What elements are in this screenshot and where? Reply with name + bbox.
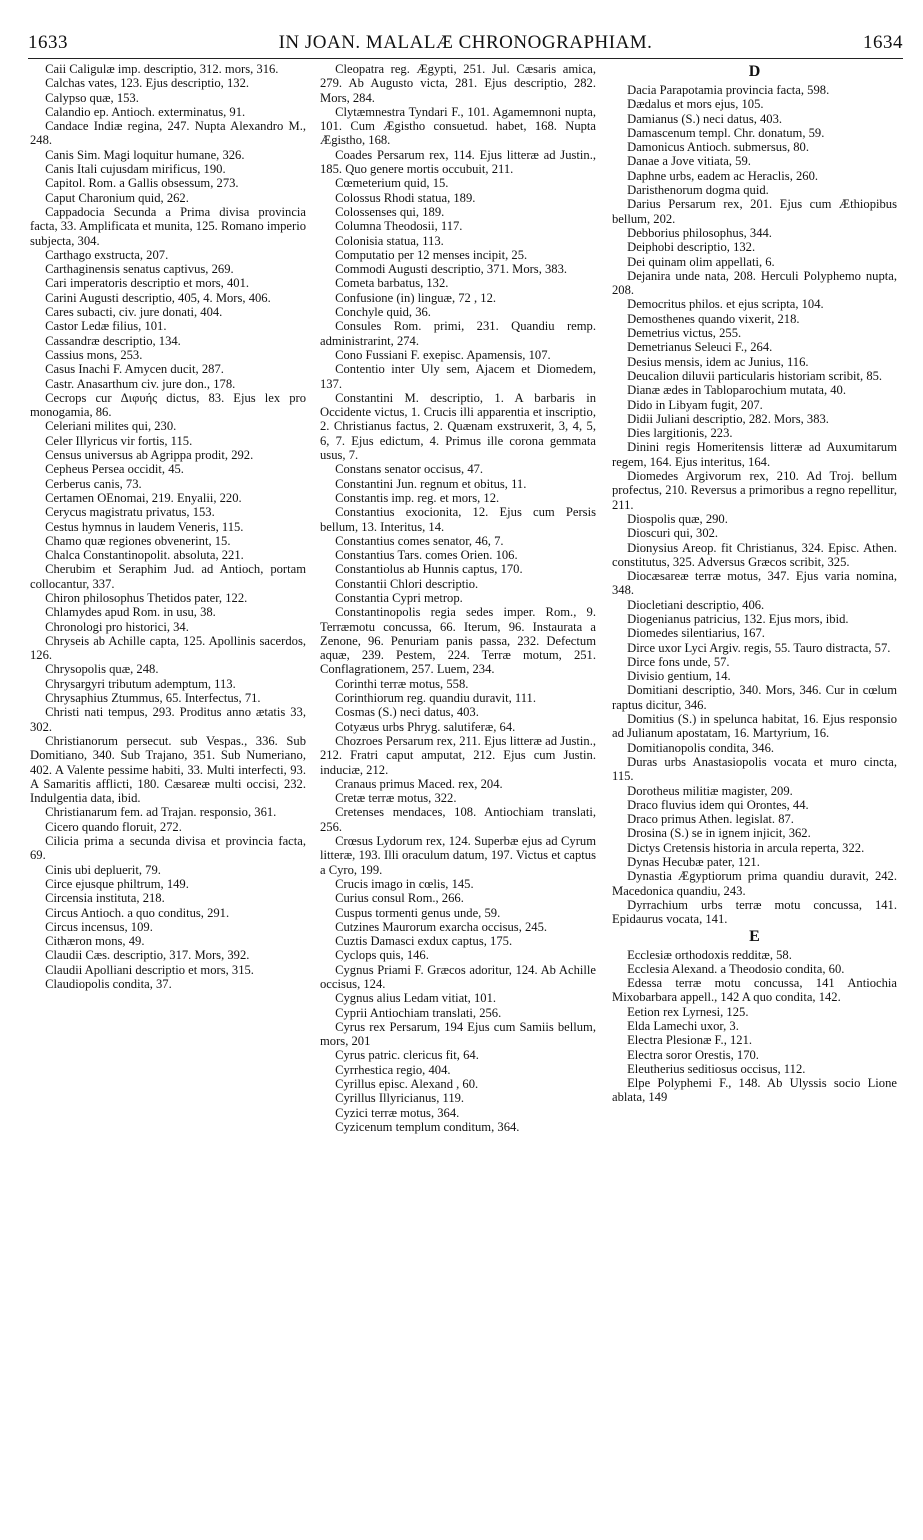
index-entry: Cosmas (S.) neci datus, 403.: [335, 705, 479, 720]
index-entry: Diocæsareæ terræ motus, 347. Ejus varia nomina, 348.: [612, 569, 897, 598]
index-entry: Cyrus rex Persarum, 194 Ejus cum Samiis bellum, mors, 201: [320, 1019, 596, 1049]
index-entry: Candace Indiæ regina, 247. Nupta Alexandro M., 248.: [30, 119, 306, 148]
index-entry: Chalca Constantinopolit. absoluta, 221.: [45, 548, 244, 563]
index-entry: Duras urbs Anastasiopolis vocata et muro cincta, 115.: [612, 754, 897, 784]
index-entry: Deucalion diluvii particularis historiam scribit, 85.: [627, 368, 883, 383]
index-entry: Demetrianus Seleuci F., 264.: [627, 340, 773, 355]
index-entry: Cappadocia Secunda a Prima divisa provincia facta, 33. Amplificata et munita, 125. Romano imperio subjecta, 304.: [30, 204, 306, 248]
index-entry: Carthaginensis senatus captivus, 269.: [45, 262, 234, 277]
index-entry: Colonisia statua, 113.: [335, 233, 444, 248]
index-entry: Chryseis ab Achille capta, 125. Apollinis sacerdos, 126.: [30, 633, 306, 663]
page-number-left: 1633: [28, 32, 68, 53]
index-entry: Debborius philosophus, 344.: [627, 225, 772, 240]
index-entry: Cerycus magistratu privatus, 153.: [45, 505, 215, 520]
index-entry: Damonicus Antioch. submersus, 80.: [627, 140, 810, 155]
index-entry: Census universus ab Agrippa prodit, 292.: [45, 448, 254, 463]
index-entry: Ecclesia Alexand. a Theodosio condita, 60.: [627, 961, 845, 976]
index-entry: Diospolis quæ, 290.: [627, 511, 728, 526]
index-entry: Corinthiorum reg. quandiu duravit, 111.: [335, 691, 536, 706]
index-entry: Diocletiani descriptio, 406.: [627, 597, 765, 612]
running-title: IN JOAN. MALALÆ CHRONOGRAPHIAM.: [278, 32, 653, 53]
index-entry: Circus incensus, 109.: [45, 919, 153, 934]
index-entry: Clytæmnestra Tyndari F., 101. Agamemnoni nupta, 101. Cum Ægistho consuetud. habet, 168. Nupta Ægistho, 168.: [320, 104, 596, 148]
index-entry: Cherubim et Seraphim Jud. ad Antioch, portam collocantur, 337.: [30, 562, 306, 591]
index-entry: Computatio per 12 menses incipit, 25.: [335, 247, 528, 262]
index-entry: Calandio ep. Antioch. exterminatus, 91.: [45, 104, 246, 119]
index-entry: Draco fluvius idem qui Orontes, 44.: [627, 797, 809, 812]
index-entry: Dido in Libyam fugit, 207.: [627, 397, 763, 412]
index-entry: Constantinopolis regia sedes imper. Rom., 9. Terræmotu concussa, 66. Iterum, 96. Instaurata a Zenone, 96. Penuriam panis passa, 232. Defectum aquæ, 239. Pestem, 224. Terræ motum, 251. Conflagrationem, 257. Luem, 234.: [320, 605, 596, 677]
index-entry: Cepheus Persea occidit, 45.: [45, 462, 184, 477]
index-entry: Diomedes Argivorum rex, 210. Ad Troj. bellum profectus, 210. Reversus a primoribus a regno repellitur, 211.: [612, 469, 897, 512]
index-entry: Canis Itali cujusdam mirificus, 190.: [45, 162, 226, 177]
index-entry: Cyrillus episc. Alexand , 60.: [335, 1077, 479, 1092]
section-letter: E: [749, 927, 760, 945]
index-entry: Commodi Augusti descriptio, 371. Mors, 383.: [335, 262, 568, 277]
index-column-1: [30, 62, 306, 991]
index-entry: Cono Fussiani F. exepisc. Apamensis, 107.: [335, 347, 551, 362]
index-entry: Crœsus Lydorum rex, 124. Superbæ ejus ad Cyrum litteræ, 193. Illi oraculum datum, 197. Victus et captus a Cyro, 199.: [320, 834, 596, 877]
index-entry: Circus Antioch. a quo conditus, 291.: [45, 905, 230, 920]
index-entry: Contentio inter Uly sem, Ajacem et Diomedem, 137.: [320, 362, 596, 391]
index-entry: Damascenum templ. Chr. donatum, 59.: [627, 125, 825, 140]
index-entry: Carini Augusti descriptio, 405, 4. Mors, 406.: [45, 290, 271, 305]
index-entry: Electra Plesionæ F., 121.: [627, 1033, 753, 1048]
index-entry: Cares subacti, civ. jure donati, 404.: [45, 305, 223, 320]
index-entry: Dynastia Ægyptiorum prima quandiu duravit, 242. Macedonica quandiu, 243.: [612, 869, 897, 898]
index-entry: Chiron philosophus Thetidos pater, 122.: [45, 590, 248, 605]
index-entry: Castr. Anasarthum civ. jure don., 178.: [45, 376, 236, 391]
index-entry: Cassandræ descriptio, 134.: [45, 333, 181, 348]
index-entry: Daristhenorum dogma quid.: [627, 183, 769, 198]
index-entry: Cicero quando floruit, 272.: [45, 819, 182, 834]
index-entry: Deiphobi descriptio, 132.: [627, 240, 756, 255]
index-entry: Caii Caligulæ imp. descriptio, 312. mors, 316.: [45, 62, 279, 76]
index-entry: Constantia Cypri metrop.: [335, 590, 463, 605]
index-entry: Constantius comes senator, 46, 7.: [335, 533, 504, 548]
index-entry: Dictys Cretensis historia in arcula reperta, 322.: [627, 840, 865, 855]
index-column-3: [612, 62, 897, 1105]
index-entry: Calypso quæ, 153.: [45, 90, 139, 105]
index-entry: Crucis imago in cœlis, 145.: [335, 876, 474, 891]
index-entry: Cassius mons, 253.: [45, 347, 143, 362]
index-entry: Electra soror Orestis, 170.: [627, 1047, 759, 1062]
index-entry: Constantini Jun. regnum et obitus, 11.: [335, 476, 527, 491]
index-entry: Domitiani descriptio, 340. Mors, 346. Cur in cœlum raptus dicitur, 346.: [612, 683, 897, 712]
index-entry: Democritus philos. et ejus scripta, 104.: [627, 297, 824, 312]
index-entry: Celer Illyricus vir fortis, 115.: [45, 433, 193, 448]
index-entry: Cometa barbatus, 132.: [335, 276, 449, 291]
index-entry: Constantius exocionita, 12. Ejus cum Persis bellum, 13. Interitus, 14.: [320, 505, 596, 534]
index-entry: Cari imperatoris descriptio et mors, 401.: [45, 276, 250, 291]
index-entry: Cranaus primus Maced. rex, 204.: [335, 776, 503, 791]
index-entry: Chrysopolis quæ, 248.: [45, 662, 159, 677]
index-entry: Cinis ubi depluerit, 79.: [45, 862, 161, 877]
index-entry: Cyrrhestica regio, 404.: [335, 1062, 451, 1077]
index-entry: Constantini M. descriptio, 1. A barbaris in Occidente victus, 1. Crucis illi apparentia et inscriptio, 2. Christianus factus, 2. Quænam exstruxerit, 3, 4, 5, 6, 7. Ejus edictum, 4. Primus ille corona gemmata usus, 7.: [320, 390, 596, 463]
index-entry: Christi nati tempus, 293. Proditus anno ætatis 33, 302.: [30, 705, 306, 734]
index-entry: Cithæron mons, 49.: [45, 934, 145, 949]
index-column-2: [320, 62, 596, 1134]
index-entry: Dyrrachium urbs terræ motu concussa, 141. Epidaurus vocata, 141.: [612, 897, 897, 927]
index-entry: Dianæ ædes in Tabloparochium mutata, 40.: [627, 383, 846, 398]
index-entry: Dorotheus militiæ magister, 209.: [627, 783, 793, 798]
index-entry: Cutzines Maurorum exarcha occisus, 245.: [335, 919, 548, 934]
index-entry: Danae a Jove vitiata, 59.: [627, 154, 751, 169]
index-entry: Corinthi terræ motus, 558.: [335, 676, 469, 691]
index-entry: Demetrius victus, 255.: [627, 326, 742, 341]
index-entry: Darius Persarum rex, 201. Ejus cum Æthiopibus bellum, 202.: [612, 197, 897, 226]
index-entry: Dioscuri qui, 302.: [627, 526, 719, 541]
index-entry: Claudii Cæs. descriptio, 317. Mors, 392.: [45, 948, 250, 963]
index-entry: Edessa terræ motu concussa, 141 Antiochia Mixobarbara appell., 142 A quo condita, 142.: [612, 976, 897, 1005]
index-entry: Constans senator occisus, 47.: [335, 462, 484, 477]
index-entry: Eetion rex Lyrnesi, 125.: [627, 1004, 749, 1019]
index-entry: Demosthenes quando vixerit, 218.: [627, 311, 800, 326]
index-entry: Cyrus patric. clericus fit, 64.: [335, 1048, 479, 1063]
page-number-right: 1634: [863, 32, 903, 53]
index-entry: Chlamydes apud Rom. in usu, 38.: [45, 605, 216, 620]
index-entry: Conchyle quid, 36.: [335, 305, 431, 320]
index-entry: Elda Lamechi uxor, 3.: [627, 1019, 739, 1033]
index-entry: Dies largitionis, 223.: [627, 426, 733, 441]
index-entry: Dinini regis Homeritensis litteræ ad Auxumitarum regem, 164. Ejus interitus, 164.: [612, 440, 897, 469]
index-entry: Coades Persarum rex, 114. Ejus litteræ ad Justin., 185. Quo genere mortis occubuit, 211.: [320, 147, 596, 177]
index-entry: Dirce fons unde, 57.: [627, 654, 730, 669]
index-entry: Diomedes silentiarius, 167.: [627, 626, 765, 641]
index-entry: Elpe Polyphemi F., 148. Ab Ulyssis socio Lione ablata, 149: [612, 1076, 897, 1105]
index-entry: Cestus hymnus in laudem Veneris, 115.: [45, 519, 244, 534]
index-entry: Circensia instituta, 218.: [45, 891, 165, 906]
index-entry: Cyprii Antiochiam translati, 256.: [335, 1005, 502, 1020]
index-entry: Constantii Chlori descriptio.: [335, 576, 479, 591]
index-entry: Castor Ledæ filius, 101.: [45, 319, 167, 334]
index-entry: Claudiopolis condita, 37.: [45, 977, 172, 991]
index-entry: Canis Sim. Magi loquitur humane, 326.: [45, 147, 245, 162]
index-entry: Dei quinam olim appellati, 6.: [627, 254, 775, 269]
index-entry: Circe ejusque philtrum, 149.: [45, 876, 189, 891]
index-entry: Ecclesiæ orthodoxis redditæ, 58.: [627, 947, 792, 962]
index-entry: Dynas Hecubæ pater, 121.: [627, 855, 760, 870]
index-entry: Consules Rom. primi, 231. Quandiu remp. administrarint, 274.: [320, 319, 596, 348]
index-entry: Eleutherius seditiosus occisus, 112.: [627, 1061, 806, 1076]
index-entry: Constantis imp. reg. et mors, 12.: [335, 490, 500, 505]
index-entry: Constantius Tars. comes Orien. 106.: [335, 548, 518, 563]
index-entry: Cilicia prima a secunda divisa et provincia facta, 69.: [30, 834, 306, 863]
index-entry: Colossenses qui, 189.: [335, 204, 445, 219]
index-entry: Christianarum fem. ad Trajan. responsio, 361.: [45, 805, 277, 820]
index-entry: Dacia Parapotamia provincia facta, 598.: [627, 83, 830, 97]
index-entry: Chronologi pro historici, 34.: [45, 619, 189, 634]
index-entry: Columna Theodosii, 117.: [335, 219, 463, 234]
index-entry: Damianus (S.) neci datus, 403.: [627, 111, 783, 126]
index-entry: Cuztis Damasci exdux captus, 175.: [335, 934, 513, 949]
index-entry: Colossus Rhodi statua, 189.: [335, 190, 476, 205]
index-entry: Capitol. Rom. a Gallis obsessum, 273.: [45, 176, 239, 191]
index-entry: Chrysaphius Ztummus, 65. Interfectus, 71.: [45, 691, 261, 706]
index-entry: Chamo quæ regiones obvenerint, 15.: [45, 533, 231, 548]
index-entry: Cyzicenum templum conditum, 364.: [335, 1119, 520, 1134]
index-entry: Cygnus Priami F. Græcos adoritur, 124. Ab Achille occisus, 124.: [320, 962, 596, 991]
index-entry: Caput Charonium quid, 262.: [45, 190, 189, 205]
index-entry: Christianorum persecut. sub Vespas., 336. Sub Domitiano, 340. Sub Trajano, 351. Sub Numeriano, 402. A Valente pessime habiti, 33. Multi interfecti, 93. A Samaritis afflicti, 180. Cæsareæ multi occisi, 232. Indulgentia data, ibid.: [30, 733, 306, 806]
index-entry: Confusione (in) linguæ, 72 , 12.: [335, 290, 497, 305]
index-entry: Cretæ terræ motus, 322.: [335, 791, 457, 806]
index-entry: Drosina (S.) se in ignem injicit, 362.: [627, 826, 811, 841]
index-entry: Cecrops cur Διφυής dictus, 83. Ejus lex pro monogamia, 86.: [30, 390, 306, 420]
index-entry: Cretenses mendaces, 108. Antiochiam translati, 256.: [320, 805, 596, 834]
index-entry: Chrysargyri tributum ademptum, 113.: [45, 676, 236, 691]
index-entry: Dejanira unde nata, 208. Herculi Polyphemo nupta, 208.: [612, 268, 897, 298]
index-entry: Domitianopolis condita, 346.: [627, 740, 775, 755]
index-entry: Dionysius Areop. fit Christianus, 324. Episc. Athen. constitutus, 325. Adversus Græcos scribit, 325.: [612, 540, 897, 569]
index-entry: Draco primus Athen. legislat. 87.: [627, 812, 794, 827]
index-entry: Cerberus canis, 73.: [45, 476, 142, 491]
index-entry: Cyzici terræ motus, 364.: [335, 1105, 460, 1120]
index-entry: Cuspus tormenti genus unde, 59.: [335, 905, 501, 920]
index-entry: Constantiolus ab Hunnis captus, 170.: [335, 562, 523, 577]
index-entry: Claudii Apolliani descriptio et mors, 315.: [45, 962, 254, 977]
index-entry: Divisio gentium, 14.: [627, 669, 731, 684]
index-entry: Casus Inachi F. Amycen ducit, 287.: [45, 362, 224, 377]
index-entry: Carthago exstructa, 207.: [45, 247, 169, 262]
index-entry: Dirce uxor Lyci Argiv. regis, 55. Tauro distracta, 57.: [627, 640, 891, 655]
index-entry: Certamen OEnomai, 219. Enyalii, 220.: [45, 490, 242, 505]
index-entry: Cyclops quis, 146.: [335, 948, 429, 963]
index-entry: Chozroes Persarum rex, 211. Ejus litteræ ad Justin., 212. Fratri caput amputat, 212. Ejus cum Justin. induciæ, 212.: [320, 733, 596, 777]
index-entry: Celeriani milites qui, 230.: [45, 419, 177, 434]
index-entry: Cleopatra reg. Ægypti, 251. Jul. Cæsaris amica, 279. Ab Augusto victa, 281. Ejus descriptio, 282. Mors, 284.: [320, 62, 596, 105]
index-entry: Dædalus et mors ejus, 105.: [627, 97, 764, 112]
page-header: [28, 30, 903, 59]
index-entry: Domitius (S.) in spelunca habitat, 16. Ejus responsio ad Julianum apostatam, 16. Martyrium, 16.: [612, 712, 897, 741]
index-entry: Cœmeterium quid, 15.: [335, 176, 449, 191]
index-entry: Curius consul Rom., 266.: [335, 891, 464, 906]
index-entry: Desius mensis, idem ac Junius, 116.: [627, 354, 809, 369]
index-entry: Didii Juliani descriptio, 282. Mors, 383.: [627, 411, 829, 426]
section-letter: D: [748, 63, 761, 80]
index-entry: Daphne urbs, eadem ac Heraclis, 260.: [627, 168, 819, 183]
index-entry: Cyrillus Illyricianus, 119.: [335, 1091, 465, 1106]
index-entry: Cotyæus urbs Phryg. salutiferæ, 64.: [335, 719, 516, 734]
index-entry: Diogenianus patricius, 132. Ejus mors, ibid.: [627, 611, 849, 626]
index-entry: Calchas vates, 123. Ejus descriptio, 132.: [45, 76, 250, 91]
index-entry: Cygnus alius Ledam vitiat, 101.: [335, 991, 497, 1006]
